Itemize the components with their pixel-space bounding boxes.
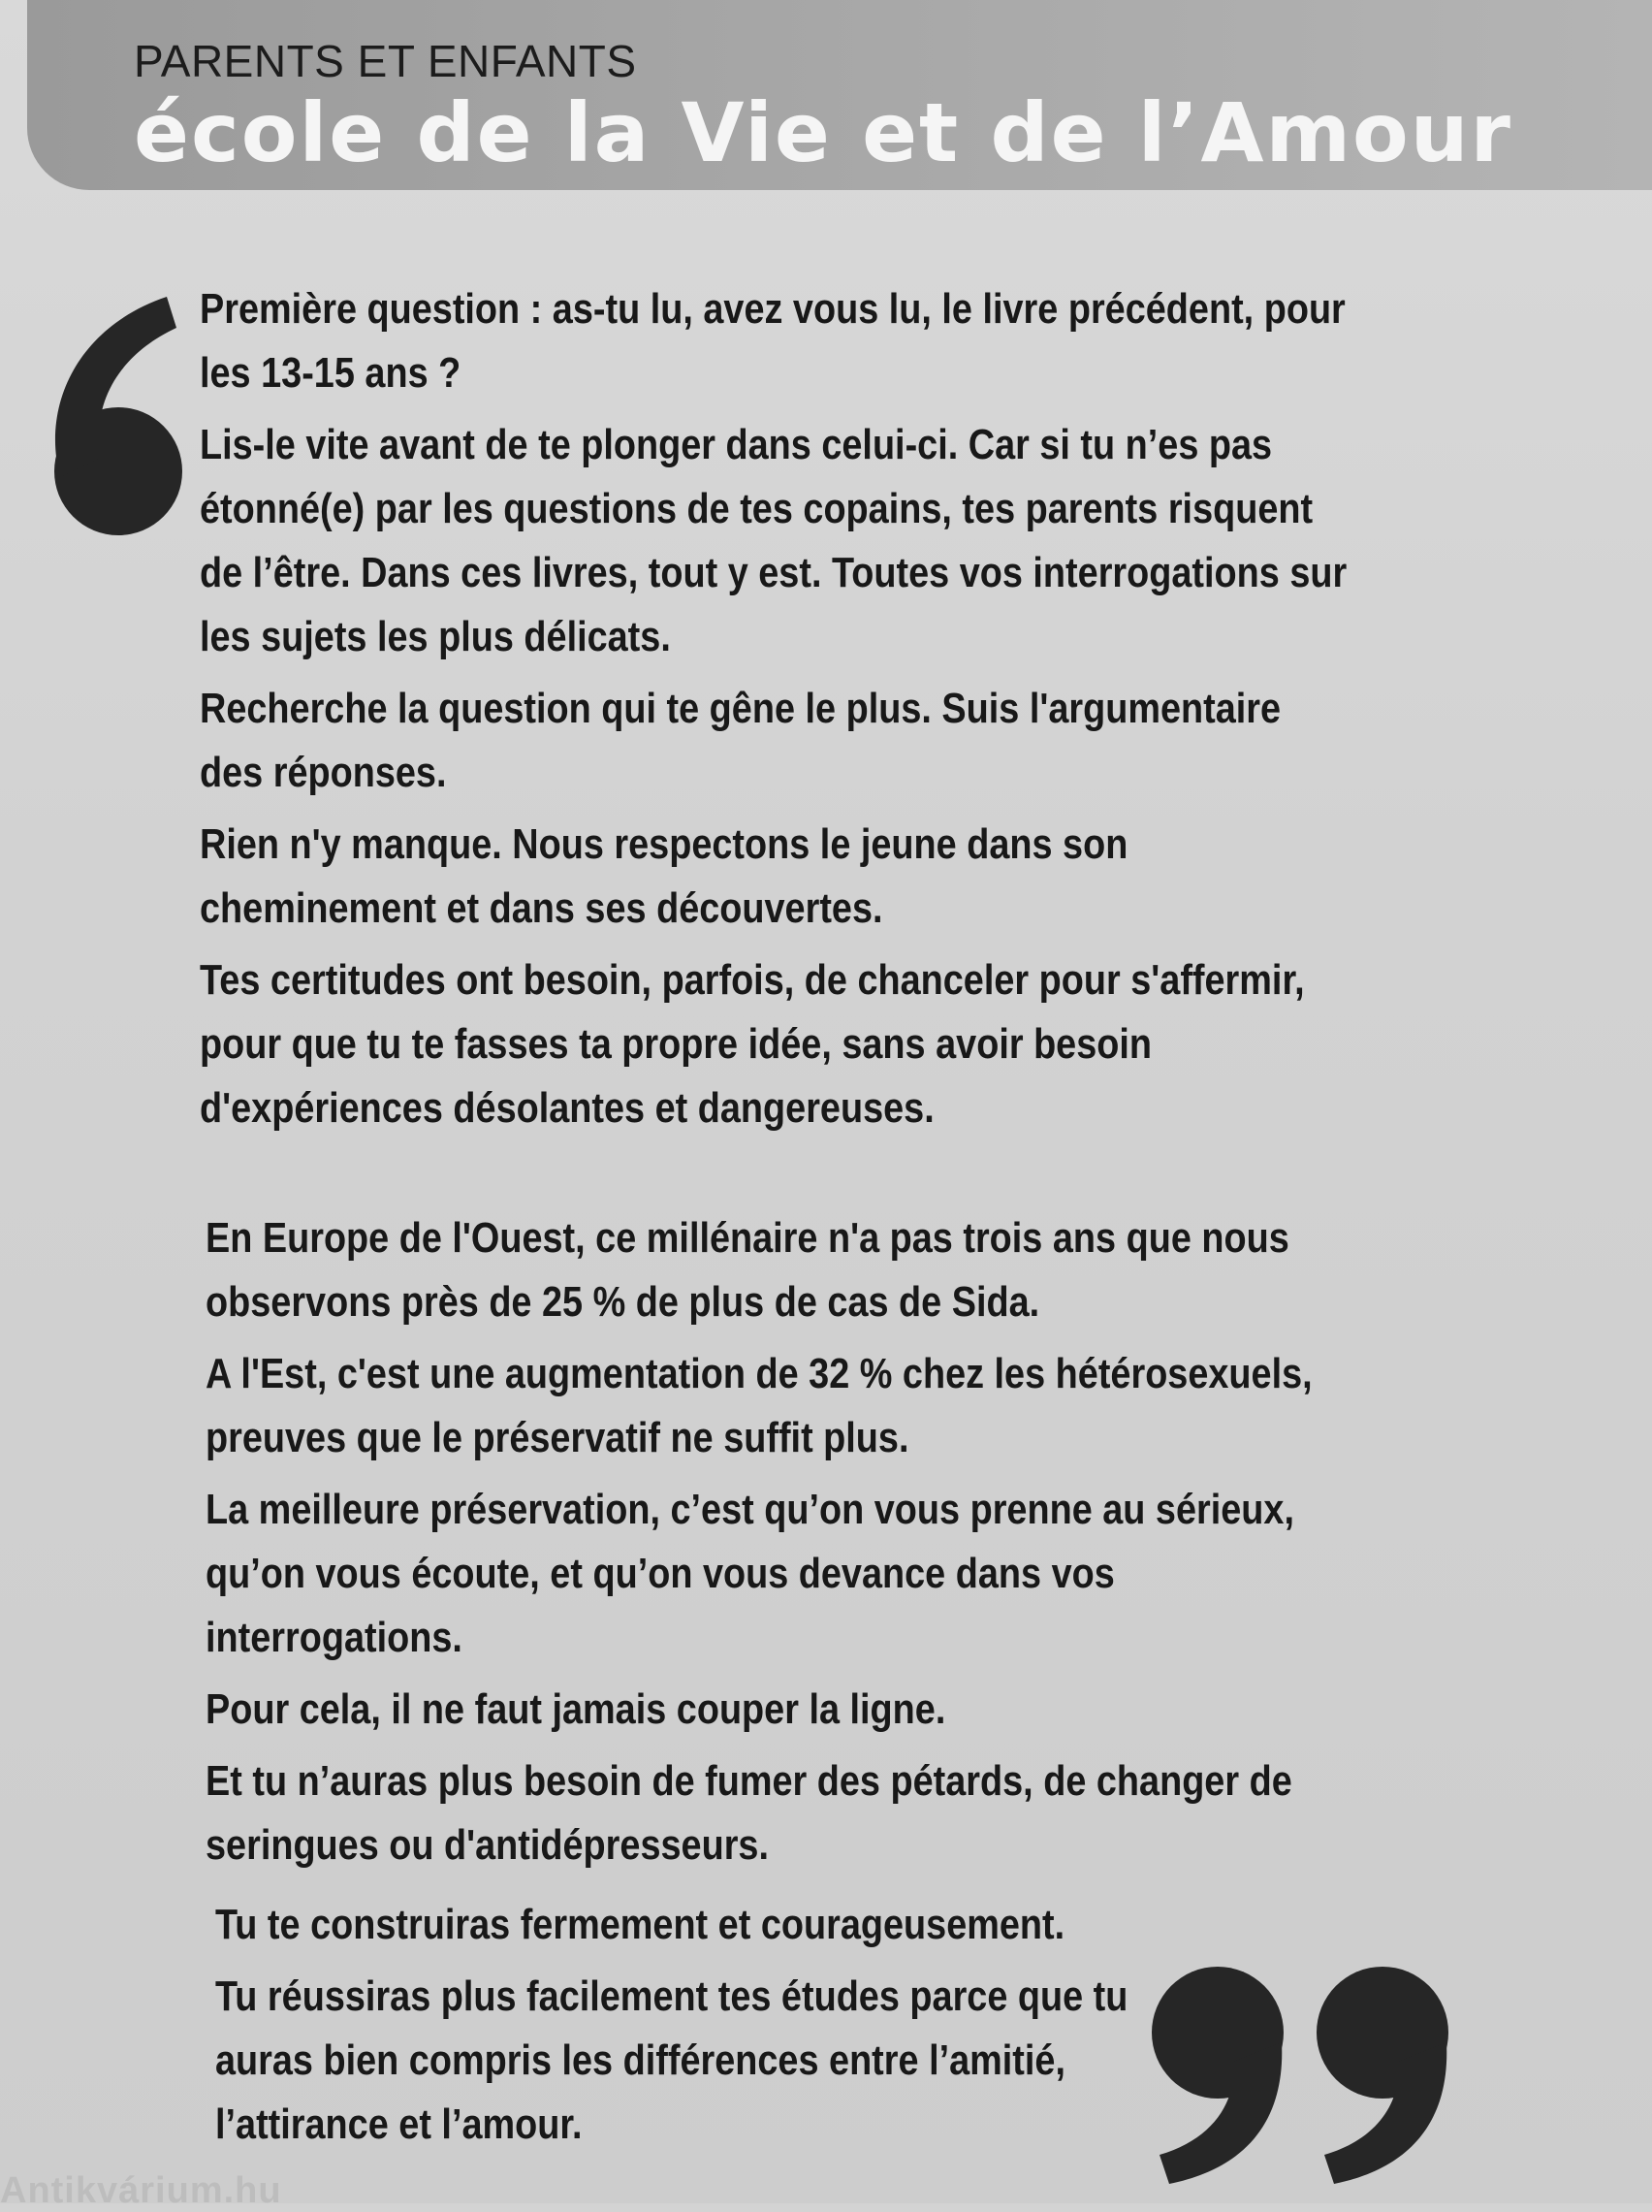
section-kicker: PARENTS ET ENFANTS	[134, 36, 637, 86]
paragraph: Tes certitudes ont besoin, parfois, de chanceler pour s'affermir, pour que tu te fasses ta propre idée, sans avoir besoin d'expériences désolantes et dangereuses.	[200, 956, 1305, 1132]
page-title: école de la Vie et de l’Amour	[134, 85, 1512, 180]
intro-text-block	[200, 277, 1350, 1148]
paragraph: Et tu n’auras plus besoin de fumer des pétards, de changer de seringues ou d'antidépresseurs.	[206, 1757, 1292, 1869]
paragraph: Recherche la question qui te gêne le plus. Suis l'argumentaire des réponses.	[200, 685, 1282, 796]
paragraph: Rien n'y manque. Nous respectons le jeune dans son cheminement et dans ses découvertes.	[200, 820, 1128, 932]
paragraph: Tu te construiras fermement et courageusement.	[215, 1901, 1065, 1948]
paragraph: Pour cela, il ne faut jamais couper la ligne.	[206, 1685, 946, 1733]
header-band	[27, 0, 1652, 190]
paragraph: Première question : as-tu lu, avez vous lu, le livre précédent, pour les 13-15 ans ?	[200, 285, 1346, 397]
opening-quote-mark-icon	[21, 287, 186, 539]
paragraph: Lis-le vite avant de te plonger dans celui-ci. Car si tu n’es pas étonné(e) par les questions de tes copains, tes parents risquent de l’être. Dans ces livres, tout y est. Toutes vos interrogations sur les sujets les plus délicats.	[200, 421, 1348, 660]
paragraph: La meilleure préservation, c’est qu’on vous prenne au sérieux, qu’on vous écoute, et qu’on vous devance dans vos interrogations.	[206, 1486, 1294, 1661]
paragraph: A l'Est, c'est une augmentation de 32 % chez les hétérosexuels, preuves que le préservatif ne suffit plus.	[206, 1350, 1313, 1461]
paragraph: En Europe de l'Ouest, ce millénaire n'a pas trois ans que nous observons près de 25 % de plus de cas de Sida.	[206, 1214, 1289, 1326]
paragraph: Tu réussiras plus facilement tes études parce que tu auras bien compris les différences entre l’amitié, l’attirance et l’amour.	[215, 1972, 1128, 2148]
watermark: Antikvárium.hu	[0, 2170, 282, 2211]
statistics-text-block	[206, 1206, 1356, 1885]
closing-quote-mark-icon	[1140, 1955, 1470, 2188]
closing-text-block	[215, 1893, 1132, 2164]
